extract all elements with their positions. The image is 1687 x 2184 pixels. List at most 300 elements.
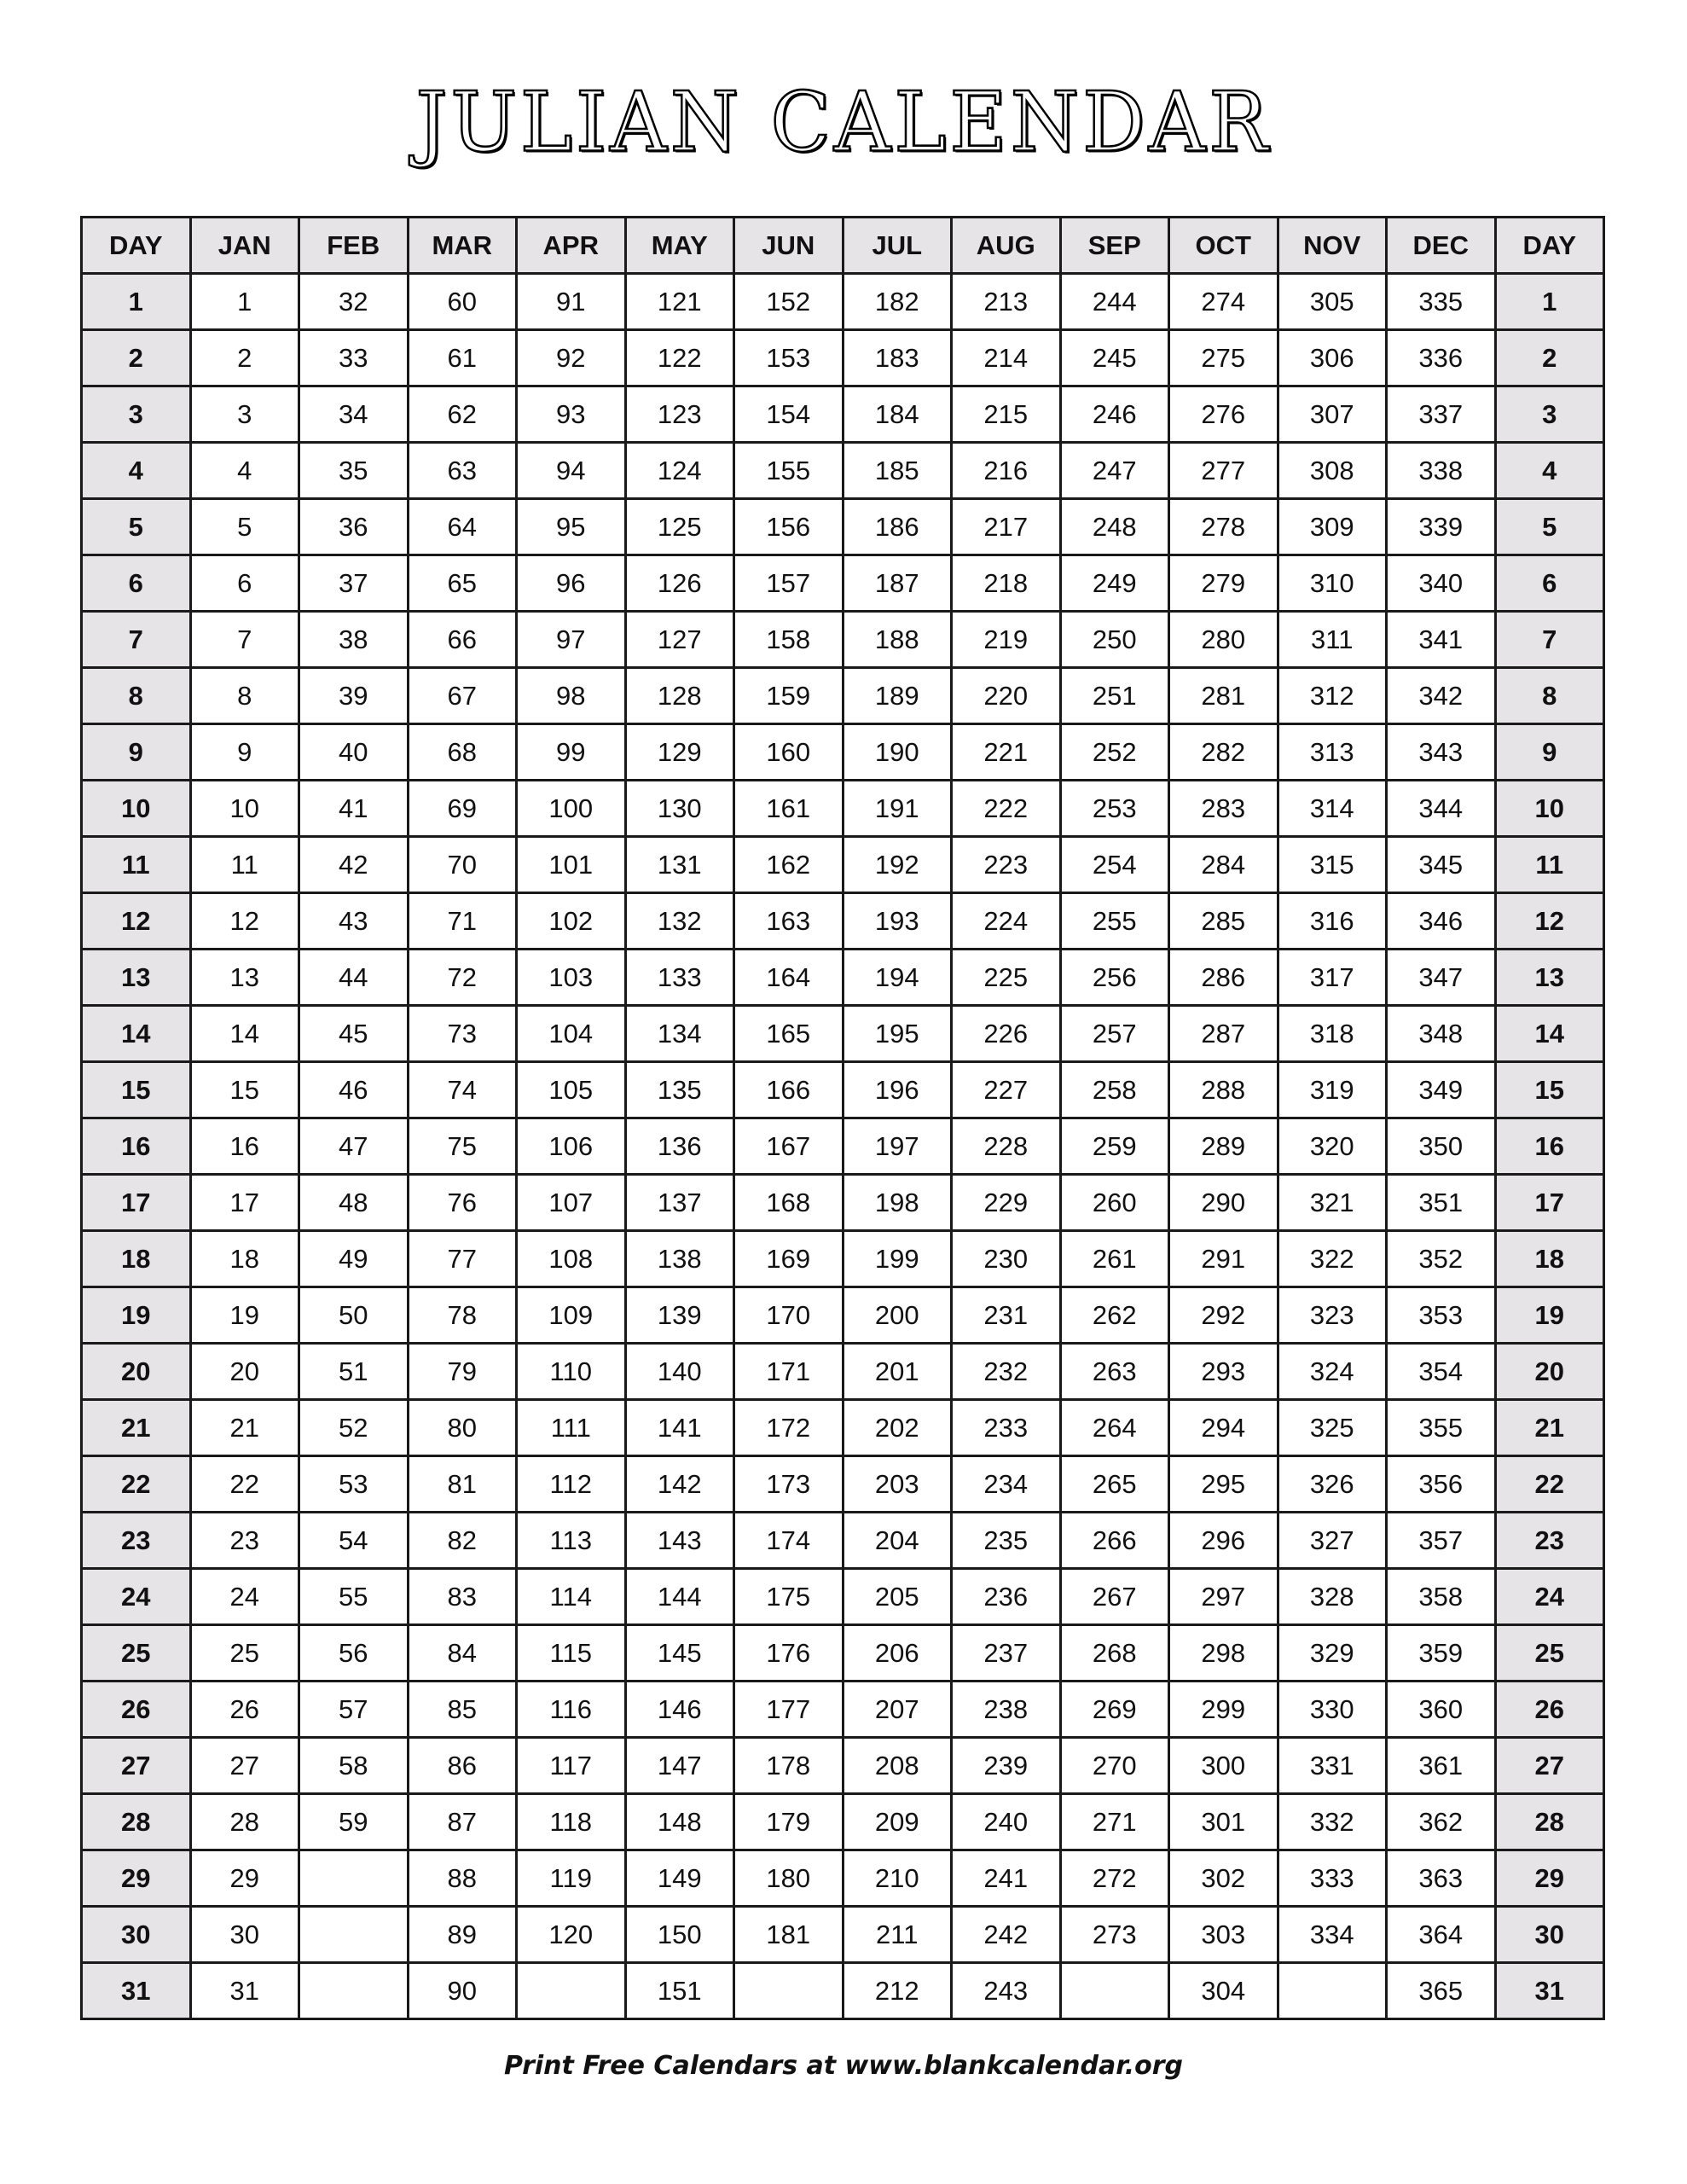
julian-day-cell: 357: [1387, 1513, 1496, 1569]
julian-day-cell: 284: [1169, 837, 1278, 893]
julian-day-cell: 68: [408, 724, 517, 781]
julian-day-cell: 188: [843, 612, 952, 668]
julian-day-cell: 273: [1060, 1907, 1169, 1963]
julian-day-cell: 183: [843, 330, 952, 386]
header-month: MAY: [625, 218, 734, 274]
julian-day-cell: 267: [1060, 1569, 1169, 1625]
julian-day-cell: 246: [1060, 386, 1169, 443]
table-row: [82, 668, 1604, 724]
julian-day-cell: 66: [408, 612, 517, 668]
day-number-cell: 24: [82, 1569, 191, 1625]
julian-day-cell: [517, 1963, 626, 2019]
julian-day-cell: 107: [517, 1175, 626, 1231]
julian-day-cell: 118: [517, 1794, 626, 1850]
julian-day-cell: 76: [408, 1175, 517, 1231]
day-number-cell: 10: [1495, 781, 1604, 837]
julian-day-cell: 134: [625, 1006, 734, 1062]
julian-day-cell: 75: [408, 1118, 517, 1175]
julian-day-cell: 177: [734, 1682, 844, 1738]
julian-day-cell: 315: [1278, 837, 1387, 893]
table-row: [82, 893, 1604, 950]
table-row: [82, 1738, 1604, 1794]
julian-day-cell: 136: [625, 1118, 734, 1175]
julian-day-cell: 333: [1278, 1850, 1387, 1907]
day-number-cell: 22: [1495, 1456, 1604, 1513]
day-number-cell: 11: [1495, 837, 1604, 893]
julian-day-cell: 251: [1060, 668, 1169, 724]
julian-day-cell: 307: [1278, 386, 1387, 443]
table-row: [82, 1963, 1604, 2019]
day-number-cell: 13: [82, 950, 191, 1006]
julian-day-cell: 356: [1387, 1456, 1496, 1513]
day-number-cell: 29: [1495, 1850, 1604, 1907]
julian-day-cell: 44: [299, 950, 409, 1006]
julian-day-cell: 201: [843, 1344, 952, 1400]
julian-day-cell: 133: [625, 950, 734, 1006]
julian-day-cell: 291: [1169, 1231, 1278, 1287]
julian-day-cell: 148: [625, 1794, 734, 1850]
julian-day-cell: 162: [734, 837, 844, 893]
julian-day-cell: 112: [517, 1456, 626, 1513]
julian-day-cell: 73: [408, 1006, 517, 1062]
julian-day-cell: 197: [843, 1118, 952, 1175]
julian-day-cell: 175: [734, 1569, 844, 1625]
julian-day-cell: 70: [408, 837, 517, 893]
julian-day-cell: 187: [843, 555, 952, 612]
julian-day-cell: 104: [517, 1006, 626, 1062]
table-row: [82, 1794, 1604, 1850]
julian-day-cell: 358: [1387, 1569, 1496, 1625]
day-number-cell: 7: [82, 612, 191, 668]
julian-day-cell: 130: [625, 781, 734, 837]
julian-day-cell: 319: [1278, 1062, 1387, 1118]
julian-day-cell: 205: [843, 1569, 952, 1625]
julian-day-cell: 123: [625, 386, 734, 443]
julian-day-cell: 242: [952, 1907, 1061, 1963]
julian-day-cell: 24: [190, 1569, 299, 1625]
julian-day-cell: 278: [1169, 499, 1278, 555]
table-row: [82, 1231, 1604, 1287]
julian-day-cell: 345: [1387, 837, 1496, 893]
julian-day-cell: 196: [843, 1062, 952, 1118]
julian-day-cell: 316: [1278, 893, 1387, 950]
header-month: DEC: [1387, 218, 1496, 274]
julian-day-cell: 209: [843, 1794, 952, 1850]
julian-day-cell: 263: [1060, 1344, 1169, 1400]
julian-day-cell: 41: [299, 781, 409, 837]
julian-day-cell: 199: [843, 1231, 952, 1287]
table-row: [82, 555, 1604, 612]
julian-day-cell: 206: [843, 1625, 952, 1682]
julian-day-cell: 355: [1387, 1400, 1496, 1456]
julian-day-cell: 176: [734, 1625, 844, 1682]
julian-day-cell: 339: [1387, 499, 1496, 555]
julian-day-cell: 229: [952, 1175, 1061, 1231]
julian-day-cell: 45: [299, 1006, 409, 1062]
julian-day-cell: 69: [408, 781, 517, 837]
day-number-cell: 8: [1495, 668, 1604, 724]
julian-day-cell: 141: [625, 1400, 734, 1456]
julian-day-cell: 301: [1169, 1794, 1278, 1850]
day-number-cell: 22: [82, 1456, 191, 1513]
day-number-cell: 26: [1495, 1682, 1604, 1738]
julian-day-cell: 256: [1060, 950, 1169, 1006]
julian-day-cell: 222: [952, 781, 1061, 837]
julian-day-cell: 4: [190, 443, 299, 499]
julian-day-cell: [1278, 1963, 1387, 2019]
julian-day-cell: 172: [734, 1400, 844, 1456]
julian-day-cell: 2: [190, 330, 299, 386]
julian-day-cell: 236: [952, 1569, 1061, 1625]
julian-day-cell: 50: [299, 1287, 409, 1344]
julian-day-cell: 195: [843, 1006, 952, 1062]
julian-day-cell: 304: [1169, 1963, 1278, 2019]
day-number-cell: 20: [82, 1344, 191, 1400]
julian-day-cell: 259: [1060, 1118, 1169, 1175]
julian-day-cell: 21: [190, 1400, 299, 1456]
julian-day-cell: 325: [1278, 1400, 1387, 1456]
julian-day-cell: 293: [1169, 1344, 1278, 1400]
julian-day-cell: 216: [952, 443, 1061, 499]
julian-day-cell: 12: [190, 893, 299, 950]
julian-day-cell: 288: [1169, 1062, 1278, 1118]
julian-day-cell: 232: [952, 1344, 1061, 1400]
julian-day-cell: 113: [517, 1513, 626, 1569]
table-body: [82, 274, 1604, 2019]
header-day-right: DAY: [1495, 218, 1604, 274]
julian-day-cell: 47: [299, 1118, 409, 1175]
julian-day-cell: 308: [1278, 443, 1387, 499]
julian-day-cell: 160: [734, 724, 844, 781]
day-number-cell: 23: [1495, 1513, 1604, 1569]
day-number-cell: 2: [82, 330, 191, 386]
julian-day-cell: 156: [734, 499, 844, 555]
julian-day-cell: 258: [1060, 1062, 1169, 1118]
julian-day-cell: 74: [408, 1062, 517, 1118]
table-row: [82, 1006, 1604, 1062]
julian-day-cell: 25: [190, 1625, 299, 1682]
day-number-cell: 29: [82, 1850, 191, 1907]
julian-day-cell: 326: [1278, 1456, 1387, 1513]
julian-day-cell: 338: [1387, 443, 1496, 499]
day-number-cell: 7: [1495, 612, 1604, 668]
julian-day-cell: 157: [734, 555, 844, 612]
day-number-cell: 9: [1495, 724, 1604, 781]
day-number-cell: 25: [1495, 1625, 1604, 1682]
julian-day-cell: 294: [1169, 1400, 1278, 1456]
julian-day-cell: 217: [952, 499, 1061, 555]
julian-day-cell: 331: [1278, 1738, 1387, 1794]
table-row: [82, 274, 1604, 330]
julian-day-cell: 14: [190, 1006, 299, 1062]
julian-day-cell: 182: [843, 274, 952, 330]
julian-day-cell: 361: [1387, 1738, 1496, 1794]
julian-day-cell: 362: [1387, 1794, 1496, 1850]
julian-day-cell: 135: [625, 1062, 734, 1118]
julian-day-cell: 26: [190, 1682, 299, 1738]
julian-day-cell: 191: [843, 781, 952, 837]
day-number-cell: 13: [1495, 950, 1604, 1006]
julian-day-cell: 245: [1060, 330, 1169, 386]
julian-day-cell: 121: [625, 274, 734, 330]
julian-day-cell: 17: [190, 1175, 299, 1231]
julian-day-cell: 23: [190, 1513, 299, 1569]
day-number-cell: 10: [82, 781, 191, 837]
table-row: [82, 612, 1604, 668]
julian-day-cell: 221: [952, 724, 1061, 781]
julian-day-cell: 72: [408, 950, 517, 1006]
julian-day-cell: 82: [408, 1513, 517, 1569]
julian-day-cell: 311: [1278, 612, 1387, 668]
julian-day-cell: 114: [517, 1569, 626, 1625]
julian-day-cell: 186: [843, 499, 952, 555]
julian-day-cell: 302: [1169, 1850, 1278, 1907]
julian-day-cell: 119: [517, 1850, 626, 1907]
table-row: [82, 386, 1604, 443]
julian-day-cell: 238: [952, 1682, 1061, 1738]
julian-day-cell: 90: [408, 1963, 517, 2019]
julian-day-cell: 34: [299, 386, 409, 443]
julian-day-cell: 247: [1060, 443, 1169, 499]
julian-day-cell: 88: [408, 1850, 517, 1907]
day-number-cell: 19: [82, 1287, 191, 1344]
julian-day-cell: 8: [190, 668, 299, 724]
julian-day-cell: 241: [952, 1850, 1061, 1907]
julian-day-cell: 282: [1169, 724, 1278, 781]
julian-day-cell: 364: [1387, 1907, 1496, 1963]
julian-day-cell: 303: [1169, 1907, 1278, 1963]
day-number-cell: 4: [82, 443, 191, 499]
julian-day-cell: 29: [190, 1850, 299, 1907]
page-title: JULIAN CALENDAR: [415, 74, 1272, 171]
julian-day-cell: 292: [1169, 1287, 1278, 1344]
julian-day-cell: 340: [1387, 555, 1496, 612]
julian-day-cell: 126: [625, 555, 734, 612]
julian-day-cell: 92: [517, 330, 626, 386]
julian-day-cell: 59: [299, 1794, 409, 1850]
day-number-cell: 11: [82, 837, 191, 893]
table-row: [82, 443, 1604, 499]
julian-day-cell: 279: [1169, 555, 1278, 612]
julian-day-cell: 3: [190, 386, 299, 443]
julian-day-cell: [1060, 1963, 1169, 2019]
julian-day-cell: 171: [734, 1344, 844, 1400]
julian-day-cell: 239: [952, 1738, 1061, 1794]
julian-day-cell: 274: [1169, 274, 1278, 330]
julian-day-cell: 13: [190, 950, 299, 1006]
julian-day-cell: 10: [190, 781, 299, 837]
julian-day-cell: 174: [734, 1513, 844, 1569]
julian-day-cell: 194: [843, 950, 952, 1006]
julian-day-cell: 40: [299, 724, 409, 781]
julian-day-cell: 18: [190, 1231, 299, 1287]
julian-day-cell: 91: [517, 274, 626, 330]
julian-day-cell: 7: [190, 612, 299, 668]
julian-day-cell: 140: [625, 1344, 734, 1400]
julian-day-cell: 105: [517, 1062, 626, 1118]
julian-day-cell: 62: [408, 386, 517, 443]
julian-day-cell: 27: [190, 1738, 299, 1794]
julian-day-cell: 351: [1387, 1175, 1496, 1231]
julian-day-cell: 317: [1278, 950, 1387, 1006]
header-month: SEP: [1060, 218, 1169, 274]
table-row: [82, 1850, 1604, 1907]
julian-day-cell: 46: [299, 1062, 409, 1118]
julian-day-cell: 341: [1387, 612, 1496, 668]
julian-day-cell: 347: [1387, 950, 1496, 1006]
julian-day-cell: 30: [190, 1907, 299, 1963]
julian-day-cell: 322: [1278, 1231, 1387, 1287]
julian-day-cell: 159: [734, 668, 844, 724]
julian-day-cell: 337: [1387, 386, 1496, 443]
header-row: [82, 218, 1604, 274]
julian-day-cell: 64: [408, 499, 517, 555]
julian-day-cell: 330: [1278, 1682, 1387, 1738]
julian-day-cell: 128: [625, 668, 734, 724]
day-number-cell: 16: [1495, 1118, 1604, 1175]
julian-day-cell: 79: [408, 1344, 517, 1400]
table-row: [82, 1513, 1604, 1569]
julian-day-cell: 102: [517, 893, 626, 950]
julian-day-cell: 192: [843, 837, 952, 893]
julian-day-cell: 147: [625, 1738, 734, 1794]
header-month: NOV: [1278, 218, 1387, 274]
julian-day-cell: 144: [625, 1569, 734, 1625]
julian-day-cell: 344: [1387, 781, 1496, 837]
julian-day-cell: 262: [1060, 1287, 1169, 1344]
julian-day-cell: 95: [517, 499, 626, 555]
julian-day-cell: 77: [408, 1231, 517, 1287]
julian-day-cell: 127: [625, 612, 734, 668]
julian-day-cell: 129: [625, 724, 734, 781]
julian-day-cell: 230: [952, 1231, 1061, 1287]
table-row: [82, 1175, 1604, 1231]
julian-day-cell: 244: [1060, 274, 1169, 330]
julian-day-cell: 320: [1278, 1118, 1387, 1175]
day-number-cell: 15: [82, 1062, 191, 1118]
julian-day-cell: 327: [1278, 1513, 1387, 1569]
julian-day-cell: 343: [1387, 724, 1496, 781]
julian-day-cell: 248: [1060, 499, 1169, 555]
julian-day-cell: 32: [299, 274, 409, 330]
julian-day-cell: 65: [408, 555, 517, 612]
header-month: APR: [517, 218, 626, 274]
julian-day-cell: 161: [734, 781, 844, 837]
day-number-cell: 6: [82, 555, 191, 612]
julian-day-cell: 137: [625, 1175, 734, 1231]
header-month: JAN: [190, 218, 299, 274]
julian-day-cell: 60: [408, 274, 517, 330]
julian-day-cell: 231: [952, 1287, 1061, 1344]
day-number-cell: 18: [1495, 1231, 1604, 1287]
julian-day-cell: 146: [625, 1682, 734, 1738]
julian-day-cell: 200: [843, 1287, 952, 1344]
day-number-cell: 12: [1495, 893, 1604, 950]
julian-day-cell: 224: [952, 893, 1061, 950]
day-number-cell: 18: [82, 1231, 191, 1287]
julian-day-cell: 71: [408, 893, 517, 950]
header-month: JUL: [843, 218, 952, 274]
julian-day-cell: 237: [952, 1625, 1061, 1682]
julian-day-cell: 314: [1278, 781, 1387, 837]
julian-day-cell: 348: [1387, 1006, 1496, 1062]
julian-day-cell: 132: [625, 893, 734, 950]
day-number-cell: 8: [82, 668, 191, 724]
julian-day-cell: 139: [625, 1287, 734, 1344]
julian-day-cell: 181: [734, 1907, 844, 1963]
julian-day-cell: 265: [1060, 1456, 1169, 1513]
julian-day-cell: 313: [1278, 724, 1387, 781]
julian-day-cell: 213: [952, 274, 1061, 330]
julian-day-cell: 261: [1060, 1231, 1169, 1287]
julian-day-cell: 349: [1387, 1062, 1496, 1118]
julian-day-cell: 255: [1060, 893, 1169, 950]
julian-day-cell: 151: [625, 1963, 734, 2019]
day-number-cell: 15: [1495, 1062, 1604, 1118]
julian-day-cell: 143: [625, 1513, 734, 1569]
day-number-cell: 12: [82, 893, 191, 950]
julian-day-cell: 342: [1387, 668, 1496, 724]
table-row: [82, 1344, 1604, 1400]
julian-day-cell: 328: [1278, 1569, 1387, 1625]
julian-day-cell: 1: [190, 274, 299, 330]
table-row: [82, 1456, 1604, 1513]
julian-day-cell: 35: [299, 443, 409, 499]
julian-day-cell: 178: [734, 1738, 844, 1794]
julian-day-cell: 297: [1169, 1569, 1278, 1625]
julian-day-cell: 249: [1060, 555, 1169, 612]
julian-day-cell: 87: [408, 1794, 517, 1850]
julian-day-cell: 298: [1169, 1625, 1278, 1682]
julian-day-cell: 97: [517, 612, 626, 668]
julian-day-cell: 54: [299, 1513, 409, 1569]
julian-day-cell: 281: [1169, 668, 1278, 724]
julian-day-cell: 81: [408, 1456, 517, 1513]
julian-day-cell: 275: [1169, 330, 1278, 386]
header-day-left: DAY: [82, 218, 191, 274]
julian-day-cell: 234: [952, 1456, 1061, 1513]
table-row: [82, 330, 1604, 386]
day-number-cell: 14: [82, 1006, 191, 1062]
table-row: [82, 1118, 1604, 1175]
day-number-cell: 28: [1495, 1794, 1604, 1850]
day-number-cell: 17: [82, 1175, 191, 1231]
julian-day-cell: 117: [517, 1738, 626, 1794]
julian-day-cell: 80: [408, 1400, 517, 1456]
julian-day-cell: 270: [1060, 1738, 1169, 1794]
julian-day-cell: 158: [734, 612, 844, 668]
julian-day-cell: 252: [1060, 724, 1169, 781]
julian-day-cell: 280: [1169, 612, 1278, 668]
julian-day-cell: 111: [517, 1400, 626, 1456]
footer-credit: Print Free Calendars at www.blankcalendar.org: [504, 2051, 1183, 2081]
julian-day-cell: 272: [1060, 1850, 1169, 1907]
julian-day-cell: 153: [734, 330, 844, 386]
julian-day-cell: 189: [843, 668, 952, 724]
header-month: JUN: [734, 218, 844, 274]
julian-day-cell: 306: [1278, 330, 1387, 386]
julian-day-cell: 336: [1387, 330, 1496, 386]
julian-day-cell: 99: [517, 724, 626, 781]
julian-day-cell: 124: [625, 443, 734, 499]
day-number-cell: 17: [1495, 1175, 1604, 1231]
julian-day-cell: 185: [843, 443, 952, 499]
julian-day-cell: 96: [517, 555, 626, 612]
julian-day-cell: 334: [1278, 1907, 1387, 1963]
julian-day-cell: 120: [517, 1907, 626, 1963]
day-number-cell: 21: [1495, 1400, 1604, 1456]
day-number-cell: 1: [82, 274, 191, 330]
